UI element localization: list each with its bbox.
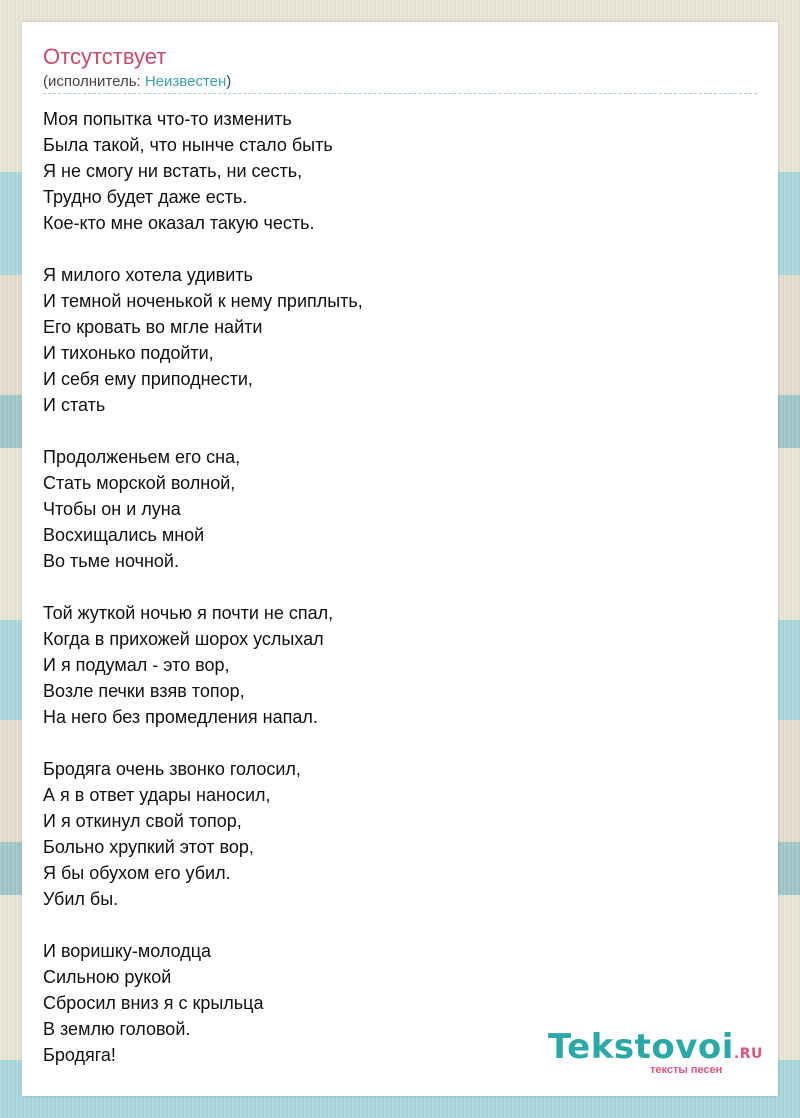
- lyric-line: Стать морской волной,: [43, 473, 236, 493]
- lyric-line: Убил бы.: [43, 889, 119, 909]
- lyric-line: Была такой, что нынче стало быть: [43, 135, 333, 155]
- lyric-line: И я откинул свой топор,: [43, 811, 242, 831]
- verse: [43, 106, 743, 236]
- site-tagline: тексты песен: [650, 1064, 723, 1076]
- lyric-line: Когда в прихожей шорох услыхал: [43, 629, 324, 649]
- artist-prefix: (исполнитель:: [43, 73, 145, 90]
- lyric-line: И себя ему приподнести,: [43, 369, 253, 389]
- lyric-line: Я милого хотела удивить: [43, 265, 253, 285]
- lyric-line: Бродяга!: [43, 1045, 116, 1065]
- verse: [43, 600, 743, 730]
- artist-suffix: ): [226, 73, 232, 90]
- lyric-line: Возле печки взяв топор,: [43, 681, 245, 701]
- verse: [43, 444, 743, 574]
- lyric-line: И темной ноченькой к нему приплыть,: [43, 291, 363, 311]
- dotted-divider: [43, 93, 757, 94]
- lyric-line: Моя попытка что-то изменить: [43, 109, 292, 129]
- verse: [43, 756, 743, 912]
- lyric-line: Чтобы он и луна: [43, 499, 181, 519]
- lyric-line: И я подумал - это вор,: [43, 655, 230, 675]
- lyric-line: Его кровать во мгле найти: [43, 317, 263, 337]
- lyric-line: И тихонько подойти,: [43, 343, 214, 363]
- lyric-line: Сильною рукой: [43, 967, 172, 987]
- lyric-line: Продолженьем его сна,: [43, 447, 241, 467]
- lyrics-sheet: [22, 22, 778, 1096]
- lyric-line: Трудно будет даже есть.: [43, 187, 248, 207]
- lyrics-body: [43, 106, 743, 1094]
- lyric-line: Бродяга очень звонко голосил,: [43, 759, 301, 779]
- lyric-line: Во тьме ночной.: [43, 551, 179, 571]
- lyric-line: А я в ответ удары наносил,: [43, 785, 271, 805]
- lyric-line: В землю головой.: [43, 1019, 191, 1039]
- lyric-line: На него без промедления напал.: [43, 707, 318, 727]
- lyric-line: И стать: [43, 395, 106, 415]
- site-logo-tld: .RU: [733, 1046, 763, 1062]
- artist-line: [43, 72, 231, 92]
- lyric-line: Я не смогу ни встать, ни сесть,: [43, 161, 303, 181]
- site-logo-name: Tekstovoi: [548, 1027, 734, 1067]
- lyric-line: И воришку-молодца: [43, 941, 212, 961]
- lyric-line: Той жуткой ночью я почти не спал,: [43, 603, 334, 623]
- lyric-line: Восхищались мной: [43, 525, 205, 545]
- artist-link[interactable]: Неизвестен: [144, 73, 227, 90]
- lyric-line: Кое-кто мне оказал такую честь.: [43, 213, 315, 233]
- lyric-line: Больно хрупкий этот вор,: [43, 837, 254, 857]
- song-title: Отсутствует: [43, 44, 167, 69]
- verse: [43, 262, 743, 418]
- lyric-line: Сбросил вниз я с крыльца: [43, 993, 264, 1013]
- lyric-line: Я бы обухом его убил.: [43, 863, 231, 883]
